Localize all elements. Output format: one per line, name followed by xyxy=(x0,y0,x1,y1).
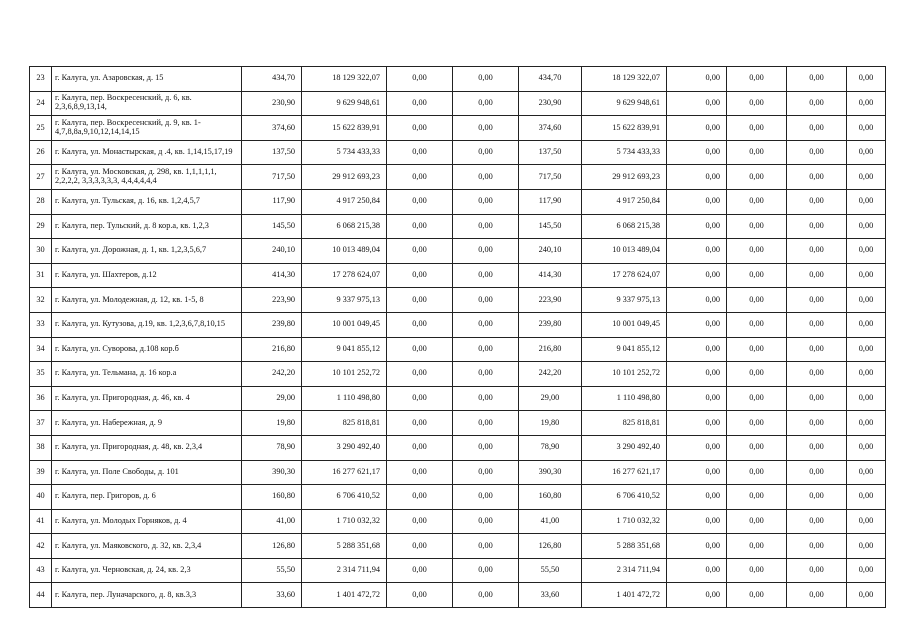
housing-table xyxy=(29,66,886,608)
value-cell: 15 622 839,91 xyxy=(582,116,667,141)
value-cell: 0,00 xyxy=(667,189,727,214)
address-cell: г. Калуга, ул. Поле Свободы, д. 101 xyxy=(52,460,242,485)
value-cell: 1 710 032,32 xyxy=(302,509,387,534)
table-row xyxy=(30,485,886,510)
value-cell: 0,00 xyxy=(847,91,886,116)
value-cell: 29,00 xyxy=(242,386,302,411)
table-row xyxy=(30,189,886,214)
value-cell: 0,00 xyxy=(787,140,847,165)
value-cell: 19,80 xyxy=(519,411,582,436)
value-cell: 0,00 xyxy=(453,91,519,116)
value-cell: 17 278 624,07 xyxy=(582,263,667,288)
address-cell: г. Калуга, ул. Маяковского, д. 32, кв. 2,3,4 xyxy=(52,534,242,559)
value-cell: 0,00 xyxy=(787,116,847,141)
value-cell: 0,00 xyxy=(847,214,886,239)
value-cell: 0,00 xyxy=(727,460,787,485)
table-row xyxy=(30,362,886,387)
value-cell: 414,30 xyxy=(519,263,582,288)
value-cell: 0,00 xyxy=(453,312,519,337)
value-cell: 6 706 410,52 xyxy=(582,485,667,510)
row-number: 27 xyxy=(30,165,52,190)
value-cell: 0,00 xyxy=(847,411,886,436)
value-cell: 0,00 xyxy=(453,239,519,264)
table-row xyxy=(30,534,886,559)
value-cell: 0,00 xyxy=(787,91,847,116)
address-cell: г. Калуга, пер. Тульский, д. 8 кор.а, кв. 1,2,3 xyxy=(52,214,242,239)
value-cell: 0,00 xyxy=(787,583,847,608)
value-cell: 0,00 xyxy=(787,214,847,239)
address-cell: г. Калуга, пер. Воскресенский, д. 6, кв. 2,3,6,8,9,13,14, xyxy=(52,91,242,116)
value-cell: 6 068 215,38 xyxy=(582,214,667,239)
value-cell: 242,20 xyxy=(519,362,582,387)
value-cell: 0,00 xyxy=(847,362,886,387)
value-cell: 0,00 xyxy=(847,386,886,411)
value-cell: 223,90 xyxy=(519,288,582,313)
row-number: 43 xyxy=(30,558,52,583)
value-cell: 0,00 xyxy=(453,558,519,583)
row-number: 37 xyxy=(30,411,52,436)
value-cell: 10 001 049,45 xyxy=(302,312,387,337)
value-cell: 9 041 855,12 xyxy=(302,337,387,362)
value-cell: 0,00 xyxy=(387,362,453,387)
table-row xyxy=(30,337,886,362)
row-number: 28 xyxy=(30,189,52,214)
value-cell: 0,00 xyxy=(387,189,453,214)
value-cell: 414,30 xyxy=(242,263,302,288)
row-number: 40 xyxy=(30,485,52,510)
value-cell: 10 013 489,04 xyxy=(302,239,387,264)
table-row xyxy=(30,116,886,141)
value-cell: 6 706 410,52 xyxy=(302,485,387,510)
value-cell: 240,10 xyxy=(242,239,302,264)
value-cell: 0,00 xyxy=(727,67,787,92)
value-cell: 9 337 975,13 xyxy=(302,288,387,313)
value-cell: 41,00 xyxy=(242,509,302,534)
address-cell: г. Калуга, ул. Монастырская, д .4, кв. 1,14,15,17,19 xyxy=(52,140,242,165)
value-cell: 0,00 xyxy=(727,165,787,190)
value-cell: 0,00 xyxy=(847,509,886,534)
row-number: 41 xyxy=(30,509,52,534)
value-cell: 0,00 xyxy=(787,435,847,460)
value-cell: 0,00 xyxy=(727,509,787,534)
value-cell: 0,00 xyxy=(787,386,847,411)
value-cell: 0,00 xyxy=(667,362,727,387)
row-number: 34 xyxy=(30,337,52,362)
value-cell: 5 288 351,68 xyxy=(582,534,667,559)
value-cell: 0,00 xyxy=(727,239,787,264)
value-cell: 0,00 xyxy=(787,362,847,387)
value-cell: 0,00 xyxy=(667,140,727,165)
value-cell: 29 912 693,23 xyxy=(582,165,667,190)
value-cell: 390,30 xyxy=(519,460,582,485)
value-cell: 9 337 975,13 xyxy=(582,288,667,313)
value-cell: 16 277 621,17 xyxy=(582,460,667,485)
value-cell: 0,00 xyxy=(727,485,787,510)
value-cell: 0,00 xyxy=(453,288,519,313)
value-cell: 0,00 xyxy=(847,165,886,190)
address-cell: г. Калуга, ул. Молодых Горняков, д. 4 xyxy=(52,509,242,534)
value-cell: 0,00 xyxy=(453,534,519,559)
value-cell: 0,00 xyxy=(787,460,847,485)
value-cell: 825 818,81 xyxy=(582,411,667,436)
row-number: 31 xyxy=(30,263,52,288)
address-cell: г. Калуга, ул. Черновская, д. 24, кв. 2,3 xyxy=(52,558,242,583)
table-row xyxy=(30,312,886,337)
value-cell: 0,00 xyxy=(847,534,886,559)
value-cell: 0,00 xyxy=(727,411,787,436)
value-cell: 0,00 xyxy=(787,411,847,436)
value-cell: 0,00 xyxy=(727,312,787,337)
value-cell: 0,00 xyxy=(387,337,453,362)
value-cell: 0,00 xyxy=(787,263,847,288)
value-cell: 0,00 xyxy=(453,165,519,190)
value-cell: 0,00 xyxy=(727,214,787,239)
value-cell: 10 101 252,72 xyxy=(582,362,667,387)
value-cell: 0,00 xyxy=(727,558,787,583)
row-number: 44 xyxy=(30,583,52,608)
row-number: 29 xyxy=(30,214,52,239)
value-cell: 0,00 xyxy=(667,411,727,436)
table-row xyxy=(30,411,886,436)
value-cell: 0,00 xyxy=(387,485,453,510)
value-cell: 0,00 xyxy=(387,411,453,436)
address-cell: г. Калуга, ул. Пригородная, д. 46, кв. 4 xyxy=(52,386,242,411)
value-cell: 0,00 xyxy=(787,165,847,190)
value-cell: 0,00 xyxy=(453,362,519,387)
value-cell: 0,00 xyxy=(847,189,886,214)
value-cell: 0,00 xyxy=(387,558,453,583)
value-cell: 230,90 xyxy=(242,91,302,116)
value-cell: 0,00 xyxy=(453,411,519,436)
address-cell: г. Калуга, ул. Шахтеров, д.12 xyxy=(52,263,242,288)
address-cell: г. Калуга, пер. Григоров, д. 6 xyxy=(52,485,242,510)
value-cell: 0,00 xyxy=(727,288,787,313)
value-cell: 0,00 xyxy=(453,116,519,141)
value-cell: 145,50 xyxy=(519,214,582,239)
value-cell: 0,00 xyxy=(727,362,787,387)
table-row xyxy=(30,386,886,411)
value-cell: 33,60 xyxy=(519,583,582,608)
value-cell: 0,00 xyxy=(453,509,519,534)
value-cell: 0,00 xyxy=(787,509,847,534)
value-cell: 10 001 049,45 xyxy=(582,312,667,337)
value-cell: 16 277 621,17 xyxy=(302,460,387,485)
value-cell: 0,00 xyxy=(387,116,453,141)
table-row xyxy=(30,460,886,485)
value-cell: 0,00 xyxy=(787,67,847,92)
value-cell: 239,80 xyxy=(519,312,582,337)
address-cell: г. Калуга, ул. Азаровская, д. 15 xyxy=(52,67,242,92)
value-cell: 0,00 xyxy=(727,386,787,411)
value-cell: 4 917 250,84 xyxy=(302,189,387,214)
value-cell: 0,00 xyxy=(727,140,787,165)
address-cell: г. Калуга, пер. Воскресенский, д. 9, кв. 1-4,7,8,8а,9,10,12,14,14,15 xyxy=(52,116,242,141)
value-cell: 717,50 xyxy=(519,165,582,190)
value-cell: 239,80 xyxy=(242,312,302,337)
value-cell: 0,00 xyxy=(847,583,886,608)
value-cell: 0,00 xyxy=(787,485,847,510)
row-number: 33 xyxy=(30,312,52,337)
value-cell: 0,00 xyxy=(387,239,453,264)
value-cell: 5 734 433,33 xyxy=(302,140,387,165)
value-cell: 1 401 472,72 xyxy=(582,583,667,608)
value-cell: 0,00 xyxy=(847,485,886,510)
value-cell: 0,00 xyxy=(847,239,886,264)
value-cell: 0,00 xyxy=(453,460,519,485)
value-cell: 434,70 xyxy=(519,67,582,92)
value-cell: 0,00 xyxy=(387,165,453,190)
value-cell: 0,00 xyxy=(387,67,453,92)
table-row xyxy=(30,67,886,92)
table-row xyxy=(30,140,886,165)
value-cell: 0,00 xyxy=(387,263,453,288)
value-cell: 242,20 xyxy=(242,362,302,387)
value-cell: 0,00 xyxy=(387,534,453,559)
value-cell: 1 110 498,80 xyxy=(302,386,387,411)
value-cell: 0,00 xyxy=(453,485,519,510)
value-cell: 18 129 322,07 xyxy=(582,67,667,92)
value-cell: 19,80 xyxy=(242,411,302,436)
value-cell: 0,00 xyxy=(847,263,886,288)
value-cell: 0,00 xyxy=(667,386,727,411)
table-row xyxy=(30,583,886,608)
value-cell: 0,00 xyxy=(667,312,727,337)
value-cell: 0,00 xyxy=(787,239,847,264)
value-cell: 0,00 xyxy=(387,312,453,337)
value-cell: 9 629 948,61 xyxy=(302,91,387,116)
row-number: 38 xyxy=(30,435,52,460)
value-cell: 2 314 711,94 xyxy=(302,558,387,583)
value-cell: 0,00 xyxy=(453,583,519,608)
value-cell: 717,50 xyxy=(242,165,302,190)
value-cell: 29,00 xyxy=(519,386,582,411)
row-number: 23 xyxy=(30,67,52,92)
address-cell: г. Калуга, ул. Молодежная, д. 12, кв. 1-5, 8 xyxy=(52,288,242,313)
table-row xyxy=(30,165,886,190)
value-cell: 0,00 xyxy=(667,67,727,92)
value-cell: 0,00 xyxy=(787,288,847,313)
value-cell: 0,00 xyxy=(453,435,519,460)
value-cell: 0,00 xyxy=(387,435,453,460)
row-number: 39 xyxy=(30,460,52,485)
address-cell: г. Калуга, ул. Дорожная, д. 1, кв. 1,2,3,5,6,7 xyxy=(52,239,242,264)
value-cell: 0,00 xyxy=(847,312,886,337)
row-number: 32 xyxy=(30,288,52,313)
address-cell: г. Калуга, ул. Тельмана, д. 16 кор.а xyxy=(52,362,242,387)
value-cell: 0,00 xyxy=(727,189,787,214)
value-cell: 126,80 xyxy=(242,534,302,559)
table-row xyxy=(30,435,886,460)
value-cell: 1 401 472,72 xyxy=(302,583,387,608)
value-cell: 0,00 xyxy=(727,91,787,116)
value-cell: 0,00 xyxy=(667,558,727,583)
value-cell: 0,00 xyxy=(847,288,886,313)
value-cell: 0,00 xyxy=(667,165,727,190)
value-cell: 0,00 xyxy=(453,140,519,165)
address-cell: г. Калуга, ул. Пригородная, д. 48, кв. 2,3,4 xyxy=(52,435,242,460)
value-cell: 434,70 xyxy=(242,67,302,92)
value-cell: 0,00 xyxy=(847,140,886,165)
value-cell: 0,00 xyxy=(727,583,787,608)
value-cell: 33,60 xyxy=(242,583,302,608)
value-cell: 240,10 xyxy=(519,239,582,264)
value-cell: 216,80 xyxy=(242,337,302,362)
value-cell: 126,80 xyxy=(519,534,582,559)
value-cell: 0,00 xyxy=(453,337,519,362)
value-cell: 0,00 xyxy=(667,435,727,460)
value-cell: 0,00 xyxy=(667,91,727,116)
row-number: 35 xyxy=(30,362,52,387)
value-cell: 78,90 xyxy=(519,435,582,460)
value-cell: 0,00 xyxy=(453,67,519,92)
value-cell: 0,00 xyxy=(453,214,519,239)
address-cell: г. Калуга, ул. Суворова, д.108 кор.б xyxy=(52,337,242,362)
value-cell: 0,00 xyxy=(453,263,519,288)
table-row xyxy=(30,239,886,264)
value-cell: 825 818,81 xyxy=(302,411,387,436)
address-cell: г. Калуга, ул. Тульская, д. 16, кв. 1,2,4,5,7 xyxy=(52,189,242,214)
table-body xyxy=(30,67,886,608)
table-row xyxy=(30,263,886,288)
value-cell: 0,00 xyxy=(387,583,453,608)
value-cell: 0,00 xyxy=(787,337,847,362)
value-cell: 0,00 xyxy=(387,91,453,116)
value-cell: 0,00 xyxy=(387,214,453,239)
value-cell: 137,50 xyxy=(242,140,302,165)
value-cell: 29 912 693,23 xyxy=(302,165,387,190)
value-cell: 5 288 351,68 xyxy=(302,534,387,559)
value-cell: 6 068 215,38 xyxy=(302,214,387,239)
value-cell: 374,60 xyxy=(519,116,582,141)
value-cell: 160,80 xyxy=(242,485,302,510)
value-cell: 0,00 xyxy=(667,485,727,510)
value-cell: 0,00 xyxy=(387,386,453,411)
value-cell: 4 917 250,84 xyxy=(582,189,667,214)
address-cell: г. Калуга, пер. Луначарского, д. 8, кв.3,3 xyxy=(52,583,242,608)
row-number: 30 xyxy=(30,239,52,264)
value-cell: 0,00 xyxy=(667,460,727,485)
value-cell: 0,00 xyxy=(727,263,787,288)
value-cell: 0,00 xyxy=(787,189,847,214)
value-cell: 390,30 xyxy=(242,460,302,485)
value-cell: 0,00 xyxy=(847,337,886,362)
value-cell: 0,00 xyxy=(453,189,519,214)
value-cell: 0,00 xyxy=(387,140,453,165)
value-cell: 0,00 xyxy=(787,534,847,559)
value-cell: 10 101 252,72 xyxy=(302,362,387,387)
value-cell: 0,00 xyxy=(667,583,727,608)
value-cell: 0,00 xyxy=(787,558,847,583)
value-cell: 0,00 xyxy=(847,116,886,141)
value-cell: 0,00 xyxy=(387,460,453,485)
value-cell: 9 041 855,12 xyxy=(582,337,667,362)
value-cell: 0,00 xyxy=(453,386,519,411)
address-cell: г. Калуга, ул. Кутузова, д.19, кв. 1,2,3,6,7,8,10,15 xyxy=(52,312,242,337)
value-cell: 55,50 xyxy=(242,558,302,583)
value-cell: 18 129 322,07 xyxy=(302,67,387,92)
value-cell: 10 013 489,04 xyxy=(582,239,667,264)
row-number: 36 xyxy=(30,386,52,411)
row-number: 24 xyxy=(30,91,52,116)
value-cell: 117,90 xyxy=(519,189,582,214)
address-cell: г. Калуга, ул. Московская, д. 298, кв. 1,1,1,1,1, 2,2,2,2, 3,3,3,3,3,3, 4,4,4,4,4,4 xyxy=(52,165,242,190)
address-cell: г. Калуга, ул. Набережная, д. 9 xyxy=(52,411,242,436)
value-cell: 3 290 492,40 xyxy=(582,435,667,460)
value-cell: 17 278 624,07 xyxy=(302,263,387,288)
value-cell: 0,00 xyxy=(387,509,453,534)
value-cell: 15 622 839,91 xyxy=(302,116,387,141)
value-cell: 374,60 xyxy=(242,116,302,141)
row-number: 25 xyxy=(30,116,52,141)
table-row xyxy=(30,509,886,534)
value-cell: 1 710 032,32 xyxy=(582,509,667,534)
value-cell: 117,90 xyxy=(242,189,302,214)
value-cell: 1 110 498,80 xyxy=(582,386,667,411)
value-cell: 0,00 xyxy=(847,460,886,485)
value-cell: 0,00 xyxy=(727,337,787,362)
value-cell: 0,00 xyxy=(387,288,453,313)
value-cell: 145,50 xyxy=(242,214,302,239)
value-cell: 0,00 xyxy=(847,558,886,583)
value-cell: 0,00 xyxy=(667,534,727,559)
value-cell: 0,00 xyxy=(667,214,727,239)
row-number: 42 xyxy=(30,534,52,559)
value-cell: 0,00 xyxy=(847,435,886,460)
value-cell: 78,90 xyxy=(242,435,302,460)
value-cell: 223,90 xyxy=(242,288,302,313)
value-cell: 230,90 xyxy=(519,91,582,116)
value-cell: 137,50 xyxy=(519,140,582,165)
value-cell: 9 629 948,61 xyxy=(582,91,667,116)
value-cell: 0,00 xyxy=(667,337,727,362)
row-number: 26 xyxy=(30,140,52,165)
table-row xyxy=(30,91,886,116)
value-cell: 0,00 xyxy=(787,312,847,337)
table-row xyxy=(30,214,886,239)
value-cell: 216,80 xyxy=(519,337,582,362)
table-row xyxy=(30,558,886,583)
value-cell: 3 290 492,40 xyxy=(302,435,387,460)
value-cell: 2 314 711,94 xyxy=(582,558,667,583)
value-cell: 55,50 xyxy=(519,558,582,583)
value-cell: 0,00 xyxy=(727,116,787,141)
value-cell: 41,00 xyxy=(519,509,582,534)
value-cell: 0,00 xyxy=(667,116,727,141)
value-cell: 0,00 xyxy=(667,263,727,288)
value-cell: 5 734 433,33 xyxy=(582,140,667,165)
value-cell: 0,00 xyxy=(727,534,787,559)
value-cell: 0,00 xyxy=(847,67,886,92)
value-cell: 0,00 xyxy=(667,239,727,264)
value-cell: 0,00 xyxy=(727,435,787,460)
value-cell: 0,00 xyxy=(667,509,727,534)
table-row xyxy=(30,288,886,313)
value-cell: 0,00 xyxy=(667,288,727,313)
value-cell: 160,80 xyxy=(519,485,582,510)
